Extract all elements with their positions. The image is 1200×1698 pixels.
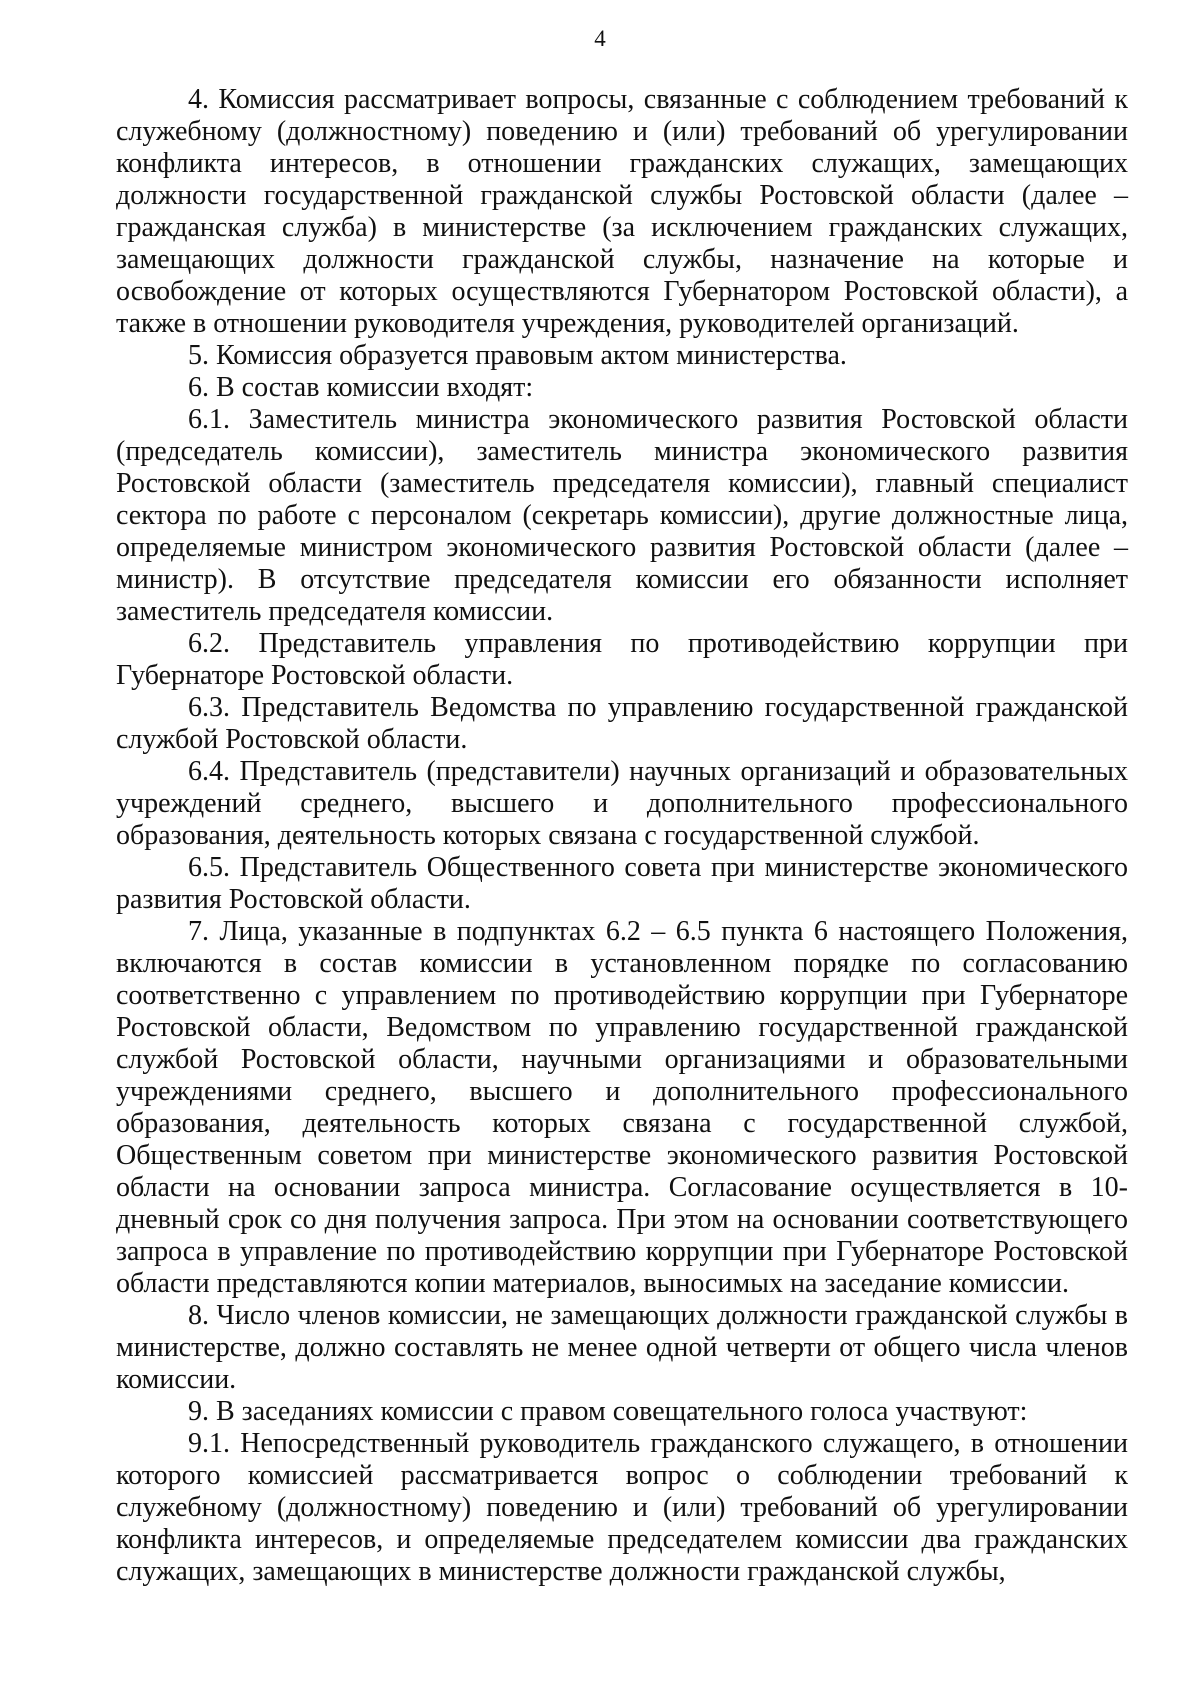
paragraph-item-6-5: 6.5. Представитель Общественного совета при министерстве экономического развития Ростовской области. xyxy=(116,852,1128,915)
paragraph-item-4: 4. Комиссия рассматривает вопросы, связанные с соблюдением требований к служебному (должностному) поведению и (или) требований об урегулировании конфликта интересов, в отношении гражданских служащих, замещающих должности государственной гражданской службы Ростовской области (далее – гражданская служба) в министерстве (за исключением гражданских служащих, замещающих должности гражданской службы, назначение на которые и освобождение от которых осуществляются Губернатором Ростовской области), а также в отношении руководителя учреждения, руководителей организаций. xyxy=(116,84,1128,339)
paragraph-item-6-1: 6.1. Заместитель министра экономического развития Ростовской области (председатель комиссии), заместитель министра экономического развития Ростовской области (заместитель председателя комиссии), главный специалист сектора по работе с персоналом (секретарь комиссии), другие должностные лица, определяемые министром экономического развития Ростовской области (далее – министр). В отсутствие председателя комиссии его обязанности исполняет заместитель председателя комиссии. xyxy=(116,404,1128,627)
paragraph-item-5: 5. Комиссия образуется правовым актом министерства. xyxy=(188,340,847,371)
document-body xyxy=(116,84,1128,1588)
paragraph-item-7: 7. Лица, указанные в подпунктах 6.2 – 6.5 пункта 6 настоящего Положения, включаются в состав комиссии в установленном порядке по согласованию соответственно с управлением по противодействию коррупции при Губернаторе Ростовской области, Ведомством по управлению государственной гражданской службой Ростовской области, научными организациями и образовательными учреждениями среднего, высшего и дополнительного профессионального образования, деятельность которых связана с государственной службой, Общественным советом при министерстве экономического развития Ростовской области на основании запроса министра. Согласование осуществляется в 10-дневный срок со дня получения запроса. При этом на основании соответствующего запроса в управление по противодействию коррупции при Губернаторе Ростовской области представляются копии материалов, выносимых на заседание комиссии. xyxy=(116,916,1128,1299)
page-number: 4 xyxy=(594,26,606,51)
paragraph-item-9: 9. В заседаниях комиссии с правом совещательного голоса участвуют: xyxy=(188,1396,1028,1427)
paragraph-item-6-2: 6.2. Представитель управления по противодействию коррупции при Губернаторе Ростовской области. xyxy=(116,628,1128,691)
paragraph-item-6-4: 6.4. Представитель (представители) научных организаций и образовательных учреждений среднего, высшего и дополнительного профессионального образования, деятельность которых связана с государственной службой. xyxy=(116,756,1128,851)
paragraph-item-6-3: 6.3. Представитель Ведомства по управлению государственной гражданской службой Ростовской области. xyxy=(116,692,1128,755)
paragraph-item-8: 8. Число членов комиссии, не замещающих должности гражданской службы в министерстве, должно составлять не менее одной четверти от общего числа членов комиссии. xyxy=(116,1300,1128,1395)
paragraph-item-6: 6. В состав комиссии входят: xyxy=(188,372,534,403)
paragraph-item-9-1: 9.1. Непосредственный руководитель гражданского служащего, в отношении которого комиссией рассматривается вопрос о соблюдении требований к служебному (должностному) поведению и (или) требований об урегулировании конфликта интересов, и определяемые председателем комиссии два гражданских служащих, замещающих в министерстве должности гражданской службы, xyxy=(116,1428,1128,1587)
